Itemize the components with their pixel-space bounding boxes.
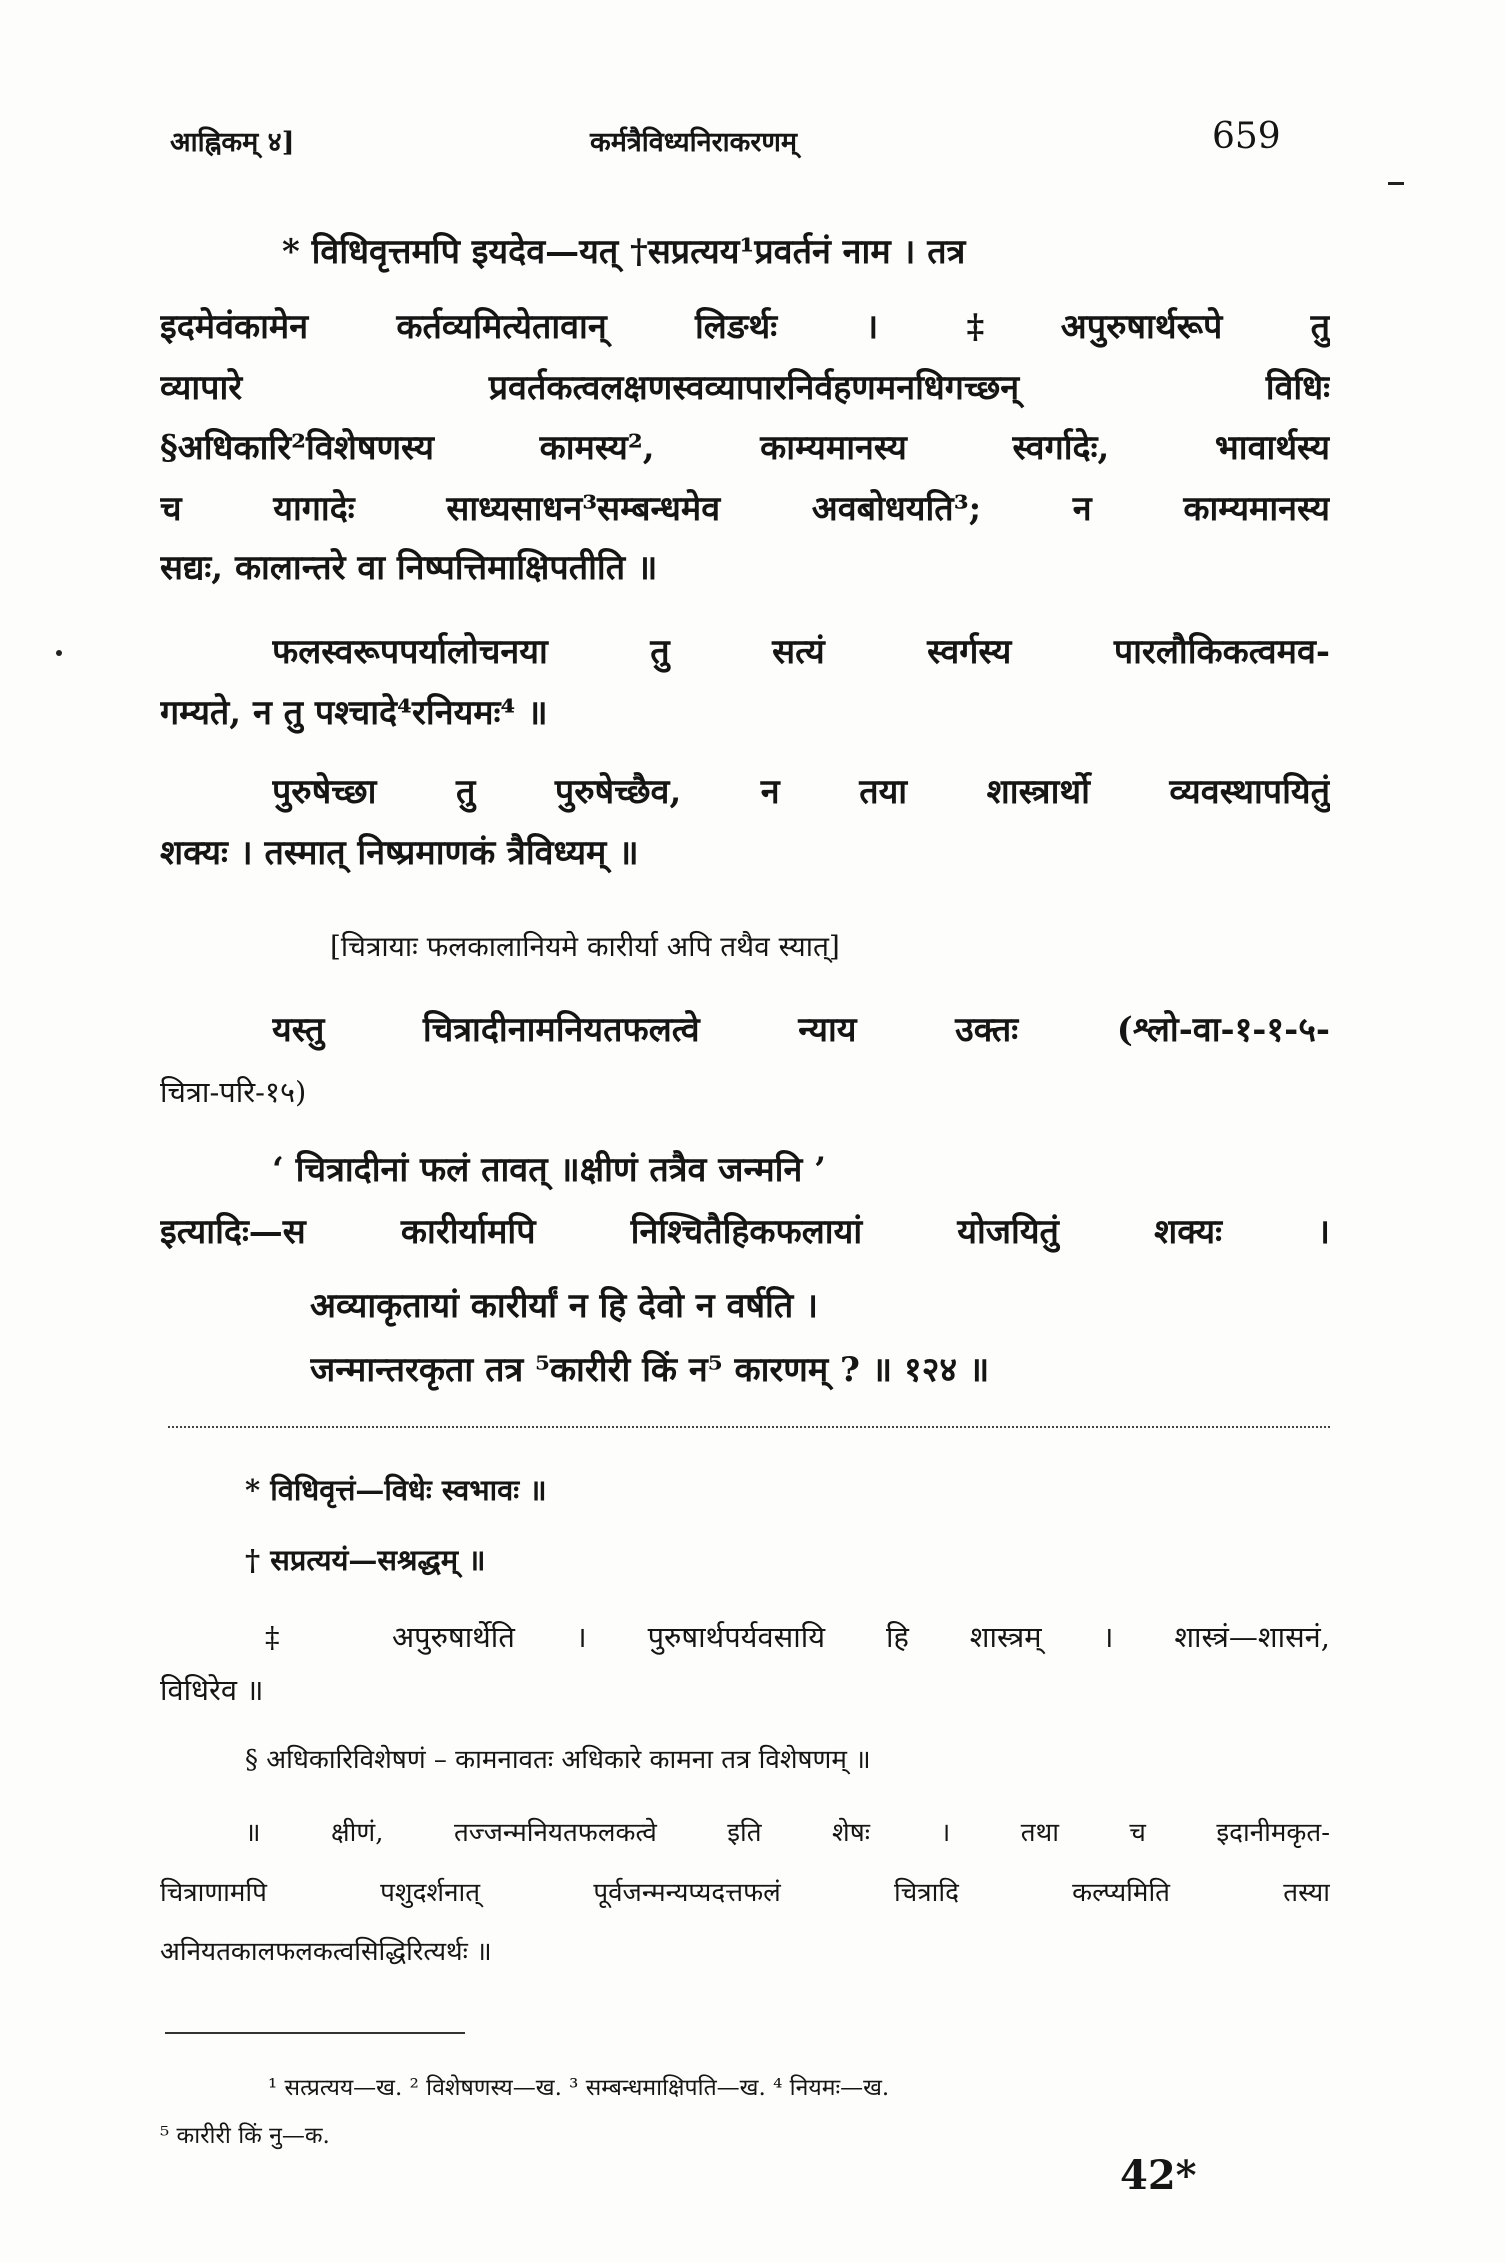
- section-line-2: चित्रा-परि-१५): [160, 1075, 307, 1109]
- page-number: 659: [1212, 116, 1281, 157]
- main-line-5: च यागादेः साध्यसाधन³सम्बन्धमेव अवबोधयति³; न काम्यमानस्य: [160, 489, 1330, 529]
- footnotes-line-1: ¹ सत्प्रत्यय—ख. ² विशेषणस्य—ख. ³ सम्बन्धमाक्षिपति—ख. ⁴ नियमः—ख.: [268, 2075, 890, 2101]
- running-header-center: कर्मत्रैविध्यनिराकरणम्: [590, 127, 798, 158]
- main-line-7: फलस्वरूपपर्यालोचनया तु सत्यं स्वर्गस्य पारलौकिकत्वमव-: [272, 632, 1330, 672]
- section-line-1: यस्तु चित्रादीनामनियतफलत्वे न्याय उक्तः (श्लो-वा-१-१-५-: [272, 1010, 1330, 1050]
- section-line-3: इत्यादिः—स कारीर्यामपि निश्चितैहिकफलायां योजयितुं शक्यः ।: [160, 1212, 1330, 1252]
- note-5-line-3: अनियतकालफलकत्वसिद्धिरित्यर्थः ॥: [160, 1937, 492, 1967]
- main-line-2: इदमेवंकामेन कर्तव्यमित्येतावान् लिङर्थः । ‡अपुरुषार्थरूपे तु: [160, 307, 1330, 347]
- edge-mark-right: [1388, 182, 1404, 185]
- section-heading: [चित्रायाः फलकालानियमे कारीर्या अपि तथैव स्यात्]: [330, 930, 840, 963]
- note-3-line-1: ‡ अपुरुषार्थेति । पुरुषार्थपर्यवसायि हि शास्त्रम् । शास्त्रं—शासनं,: [265, 1620, 1330, 1654]
- verse-line-2: जन्मान्तरकृता तत्र ⁵कारीरी किं न⁵ कारणम् ? ॥ १२४ ॥: [310, 1350, 990, 1390]
- note-1: * विधिवृत्तं—विधेः स्वभावः ॥: [245, 1473, 547, 1507]
- signature-mark: 42*: [1120, 2152, 1197, 2199]
- main-line-4: §अधिकारि²विशेषणस्य कामस्य², काम्यमानस्य स्वर्गादेः, भावार्थस्य: [160, 428, 1330, 468]
- main-line-9: पुरुषेच्छा तु पुरुषेच्छैव, न तया शास्त्रार्थो व्यवस्थापयितुं: [272, 772, 1330, 812]
- main-line-6: सद्यः, कालान्तरे वा निष्पत्तिमाक्षिपतीति ॥: [160, 548, 658, 588]
- note-5-line-1: ॥ क्षीणं, तज्जन्मनियतफलकत्वे इति शेषः । तथा च इदानीमकृत-: [245, 1818, 1330, 1848]
- main-line-10: शक्यः । तस्मात् निष्प्रमाणकं त्रैविध्यम् ॥: [160, 833, 639, 873]
- footnote-rule: [165, 2032, 465, 2034]
- note-2: † सप्रत्ययं—सश्रद्धम् ॥: [245, 1543, 486, 1577]
- notes-separator: [168, 1426, 1330, 1428]
- verse-line-1: अव्याकृतायां कारीर्यां न हि देवो न वर्षति ।: [310, 1286, 818, 1326]
- note-4: § अधिकारिविशेषणं – कामनावतः अधिकारे कामना तत्र विशेषणम् ॥: [245, 1745, 871, 1775]
- edge-mark-left: [56, 650, 62, 656]
- note-5-line-2: चित्राणामपि पशुदर्शनात् पूर्वजन्मन्यप्यदत्तफलं चित्रादि कल्प्यमिति तस्या: [160, 1878, 1330, 1908]
- running-header-left: आह्निकम् ४]: [170, 127, 295, 158]
- note-3-line-2: विधिरेव ॥: [160, 1673, 264, 1707]
- main-line-1: * विधिवृत्तमपि इयदेव—यत् †सप्रत्यय¹प्रवर्तनं नाम । तत्र: [282, 232, 966, 272]
- footnotes-line-2: ⁵ कारीरी किं नु—क.: [160, 2123, 330, 2149]
- main-line-8: गम्यते, न तु पश्चादे⁴रनियमः⁴ ॥: [160, 693, 548, 733]
- main-line-3: व्यापारे प्रवर्तकत्वलक्षणस्वव्यापारनिर्वहणमनधिगच्छन् विधिः: [160, 368, 1330, 408]
- quote-line: ‘ चित्रादीनां फलं तावत् ॥क्षीणं तत्रैव जन्मनि ’: [272, 1150, 827, 1190]
